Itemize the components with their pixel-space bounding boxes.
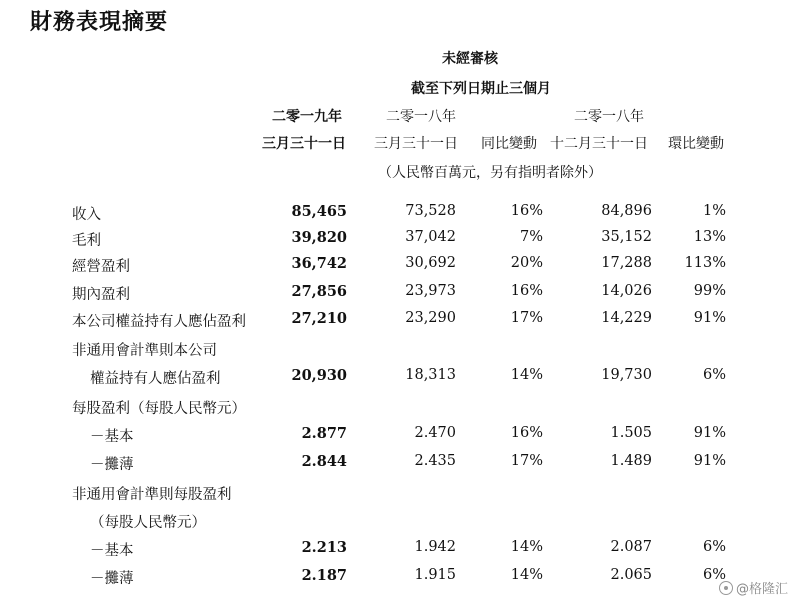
table-cell-c2: 1.942 — [414, 539, 456, 555]
watermark — [719, 578, 788, 597]
period-header: 截至下列日期止三個月 — [411, 81, 551, 97]
table-cell-c5: 113% — [684, 255, 726, 271]
table-cell-c4: 1.489 — [610, 453, 652, 469]
table-cell-c3: 16% — [510, 203, 543, 219]
table-cell-c4: 35,152 — [601, 229, 652, 245]
table-cell-c2: 30,692 — [405, 255, 456, 271]
table-cell-c1: 20,930 — [291, 367, 347, 384]
col2-date: 三月三十一日 — [374, 136, 458, 152]
row-label: －基本 — [90, 543, 134, 559]
table-cell-c1: 27,210 — [291, 310, 347, 327]
table-cell-c5: 99% — [693, 283, 726, 299]
watermark-text: @格隆汇 — [735, 582, 788, 597]
col4-year: 二零一八年 — [574, 109, 644, 125]
row-label: 收入 — [72, 207, 101, 223]
table-cell-c3: 16% — [510, 283, 543, 299]
page-title: 財務表現摘要 — [30, 10, 169, 35]
row-label: 期內盈利 — [72, 287, 130, 303]
table-cell-c3: 16% — [510, 425, 543, 441]
table-cell-c3: 14% — [510, 539, 543, 555]
row-label: 本公司權益持有人應佔盈利 — [72, 314, 246, 330]
table-cell-c5: 91% — [693, 425, 726, 441]
table-cell-c4: 19,730 — [601, 367, 652, 383]
table-cell-c4: 17,288 — [601, 255, 652, 271]
table-cell-c2: 1.915 — [414, 567, 456, 583]
table-cell-c1: 27,856 — [291, 283, 347, 300]
row-label: －基本 — [90, 429, 134, 445]
row-label: （每股人民幣元） — [90, 515, 206, 531]
table-cell-c1: 39,820 — [291, 229, 347, 246]
table-cell-c2: 23,973 — [405, 283, 456, 299]
col4-date: 十二月三十一日 — [550, 136, 648, 152]
col1-date: 三月三十一日 — [262, 136, 346, 152]
table-cell-c4: 1.505 — [610, 425, 652, 441]
table-cell-c4: 2.065 — [610, 567, 652, 583]
table-cell-c3: 17% — [510, 453, 543, 469]
table-cell-c1: 2.213 — [301, 539, 347, 556]
row-label: －攤薄 — [90, 457, 134, 473]
table-cell-c4: 84,896 — [601, 203, 652, 219]
table-cell-c2: 73,528 — [405, 203, 456, 219]
table-cell-c2: 37,042 — [405, 229, 456, 245]
table-cell-c3: 14% — [510, 567, 543, 583]
table-cell-c2: 2.435 — [414, 453, 456, 469]
table-cell-c3: 14% — [510, 367, 543, 383]
row-label: －攤薄 — [90, 571, 134, 587]
row-label: 經營盈利 — [72, 259, 130, 275]
table-cell-c4: 14,026 — [601, 283, 652, 299]
table-cell-c1: 2.187 — [301, 567, 347, 584]
table-cell-c1: 2.877 — [301, 425, 347, 442]
table-cell-c4: 14,229 — [601, 310, 652, 326]
col1-year: 二零一九年 — [272, 109, 342, 125]
col3-header: 同比變動 — [481, 136, 537, 152]
row-label: 權益持有人應佔盈利 — [90, 371, 221, 387]
row-label: 每股盈利（每股人民幣元） — [72, 401, 246, 417]
table-cell-c2: 23,290 — [405, 310, 456, 326]
table-cell-c3: 7% — [519, 229, 543, 245]
table-cell-c5: 1% — [702, 203, 726, 219]
watermark-logo-icon — [719, 581, 733, 595]
audit-header: 未經審核 — [442, 51, 498, 67]
table-cell-c4: 2.087 — [610, 539, 652, 555]
table-cell-c1: 2.844 — [301, 453, 347, 470]
table-cell-c5: 6% — [702, 567, 726, 583]
unit-note: （人民幣百萬元，另有指明者除外） — [378, 165, 602, 181]
table-cell-c5: 6% — [702, 539, 726, 555]
table-cell-c3: 17% — [510, 310, 543, 326]
table-cell-c5: 6% — [702, 367, 726, 383]
table-cell-c5: 13% — [693, 229, 726, 245]
table-cell-c3: 20% — [510, 255, 543, 271]
table-cell-c2: 18,313 — [405, 367, 456, 383]
table-cell-c1: 85,465 — [291, 203, 347, 220]
table-cell-c1: 36,742 — [291, 255, 347, 272]
col2-year: 二零一八年 — [386, 109, 456, 125]
table-cell-c5: 91% — [693, 453, 726, 469]
col5-header: 環比變動 — [668, 136, 724, 152]
table-cell-c2: 2.470 — [414, 425, 456, 441]
row-label: 毛利 — [72, 233, 101, 249]
table-cell-c5: 91% — [693, 310, 726, 326]
row-label: 非通用會計準則本公司 — [72, 343, 217, 359]
row-label: 非通用會計準則每股盈利 — [72, 487, 232, 503]
